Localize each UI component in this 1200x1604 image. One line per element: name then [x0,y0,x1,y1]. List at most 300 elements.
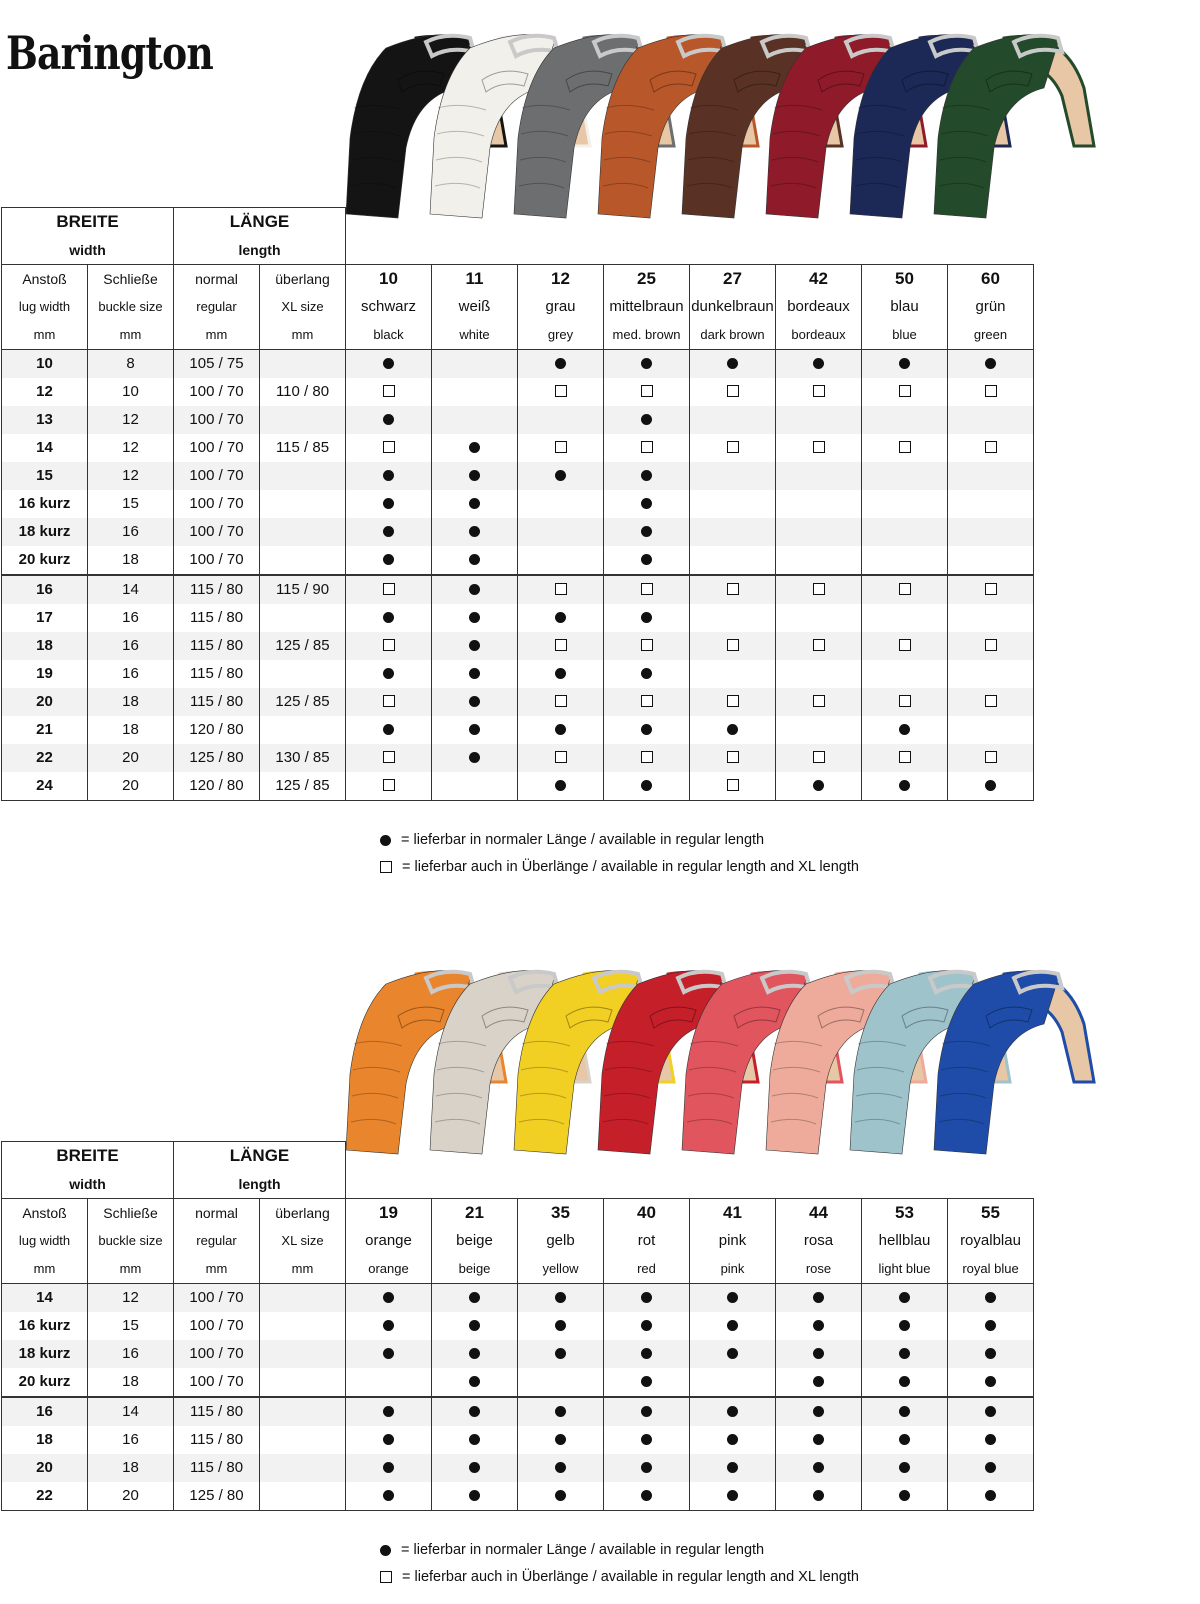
buckle-size-cell: 18 [88,546,174,575]
available-dot-icon [383,724,394,735]
xl-available-square-icon [727,695,739,707]
availability-cell [604,772,690,801]
availability-cell [604,688,690,716]
xl-length-cell [260,462,346,490]
xl-length-cell: 125 / 85 [260,632,346,660]
table-row [2,406,1034,434]
available-dot-icon [641,1320,652,1331]
xl-available-square-icon [555,695,567,707]
regular-length-cell: 100 / 70 [174,1284,260,1313]
availability-cell [518,744,604,772]
table-row [2,378,1034,406]
availability-cell [432,1426,518,1454]
availability-cell [776,434,862,462]
regular-length-cell: 115 / 80 [174,1426,260,1454]
xl-length-cell [260,1397,346,1426]
available-dot-icon [641,414,652,425]
color-name-de: hellblau [862,1227,948,1255]
regular-length-cell: 120 / 80 [174,772,260,801]
availability-cell [862,1482,948,1511]
availability-cell [948,772,1034,801]
color-name-en: beige [432,1255,518,1284]
availability-cell [518,546,604,575]
dot-symbol [380,835,391,846]
lug-width-cell: 16 [2,575,88,604]
buckle-size-cell: 18 [88,688,174,716]
availability-cell [776,490,862,518]
available-dot-icon [469,752,480,763]
xl-length-cell [260,1312,346,1340]
strap-color-lineup-2 [336,954,1136,1166]
regular-length-cell: 115 / 80 [174,660,260,688]
legend-1 [380,827,859,881]
square-symbol [380,1571,392,1583]
availability-cell [604,1340,690,1368]
available-dot-icon [469,584,480,595]
schliesse-label: Schließe [88,265,174,294]
available-dot-icon [727,1320,738,1331]
availability-cell [604,1482,690,1511]
availability-cell [690,688,776,716]
brand-logo: Barington [6,26,213,80]
availability-cell [604,632,690,660]
buckle-size-cell: 16 [88,1426,174,1454]
regular-length-cell: 100 / 70 [174,546,260,575]
availability-cell [862,688,948,716]
xl-length-cell [260,1426,346,1454]
xl-length-cell [260,350,346,379]
availability-cell [776,1340,862,1368]
laenge-header: LÄNGE [174,1142,346,1171]
xl-available-square-icon [727,779,739,791]
available-dot-icon [469,640,480,651]
availability-cell [776,546,862,575]
availability-cell [690,716,776,744]
color-name-en: black [346,321,432,350]
availability-cell [518,1397,604,1426]
lug-width-cell: 18 [2,1426,88,1454]
color-code-21: 21 [432,1199,518,1228]
color-code-53: 53 [862,1199,948,1228]
available-dot-icon [641,554,652,565]
lug-width-cell: 22 [2,1482,88,1511]
available-dot-icon [985,1434,996,1445]
availability-cell [432,1397,518,1426]
available-dot-icon [469,470,480,481]
available-dot-icon [469,612,480,623]
color-name-de: dunkelbraun [690,293,776,321]
color-code-41: 41 [690,1199,776,1228]
availability-cell [862,406,948,434]
available-dot-icon [899,358,910,369]
availability-cell [604,744,690,772]
xl-available-square-icon [641,583,653,595]
available-dot-icon [383,1490,394,1501]
regular-length-cell: 100 / 70 [174,1340,260,1368]
availability-cell [862,1397,948,1426]
availability-cell [776,772,862,801]
anstoss-label: Anstoß [2,1199,88,1228]
color-name-en: pink [690,1255,776,1284]
color-name-de: weiß [432,293,518,321]
xl-available-square-icon [813,441,825,453]
availability-cell [346,490,432,518]
available-dot-icon [813,1320,824,1331]
xl-available-square-icon [727,385,739,397]
lug-width-cell: 22 [2,744,88,772]
availability-cell [346,378,432,406]
table-row [2,575,1034,604]
table-row [2,772,1034,801]
availability-cell [862,744,948,772]
available-dot-icon [813,1376,824,1387]
available-dot-icon [641,668,652,679]
xl-available-square-icon [641,385,653,397]
availability-cell [776,575,862,604]
xl-available-square-icon [555,583,567,595]
available-dot-icon [383,1462,394,1473]
buckle-size-cell: 18 [88,1368,174,1397]
xl-available-square-icon [383,779,395,791]
availability-cell [346,716,432,744]
schliesse-label: Schließe [88,1199,174,1228]
available-dot-icon [727,1434,738,1445]
lug-width-cell: 12 [2,378,88,406]
available-dot-icon [383,470,394,481]
availability-cell [432,406,518,434]
mm-unit-label: mm [2,1255,88,1284]
available-dot-icon [985,780,996,791]
available-dot-icon [469,1376,480,1387]
breite-header: BREITE [2,208,174,237]
availability-cell [690,1426,776,1454]
buckle-size-cell: 12 [88,406,174,434]
xl-available-square-icon [383,639,395,651]
color-name-en: yellow [518,1255,604,1284]
width-header: width [2,236,174,265]
xl-size-label: XL size [260,293,346,321]
mm-unit-label: mm [260,1255,346,1284]
buckle-size-label: buckle size [88,293,174,321]
availability-cell [690,406,776,434]
table-row [2,1426,1034,1454]
availability-cell [518,1426,604,1454]
xl-available-square-icon [899,441,911,453]
availability-cell [690,1482,776,1511]
availability-cell [432,632,518,660]
availability-cell [346,462,432,490]
available-dot-icon [641,724,652,735]
available-dot-icon [899,724,910,735]
availability-cell [690,546,776,575]
xl-size-label: XL size [260,1227,346,1255]
buckle-size-cell: 14 [88,575,174,604]
available-dot-icon [641,470,652,481]
table-row [2,1312,1034,1340]
xl-available-square-icon [813,751,825,763]
buckle-size-cell: 15 [88,1312,174,1340]
lug-width-cell: 13 [2,406,88,434]
lug-width-cell: 18 kurz [2,518,88,546]
availability-cell [604,604,690,632]
availability-cell [862,1312,948,1340]
availability-cell [346,1284,432,1313]
availability-cell [346,632,432,660]
lug-width-label: lug width [2,293,88,321]
availability-cell [690,1340,776,1368]
xl-length-cell [260,660,346,688]
regular-label: regular [174,293,260,321]
legend-dot-text: = lieferbar in normaler Länge / available in regular length [401,832,765,848]
xl-available-square-icon [899,639,911,651]
availability-cell [948,575,1034,604]
available-dot-icon [985,1348,996,1359]
xl-available-square-icon [985,639,997,651]
available-dot-icon [641,498,652,509]
xl-available-square-icon [555,385,567,397]
available-dot-icon [383,1434,394,1445]
availability-cell [948,462,1034,490]
available-dot-icon [469,1292,480,1303]
xl-length-cell [260,1340,346,1368]
xl-available-square-icon [383,751,395,763]
availability-cell [776,604,862,632]
availability-cell [518,772,604,801]
available-dot-icon [899,1348,910,1359]
color-name-en: green [948,321,1034,350]
regular-length-cell: 125 / 80 [174,1482,260,1511]
availability-cell [948,1397,1034,1426]
xl-length-cell [260,604,346,632]
availability-cell [432,1340,518,1368]
availability-cell [776,1284,862,1313]
availability-cell [862,575,948,604]
availability-cell [346,1426,432,1454]
xl-length-cell [260,1284,346,1313]
available-dot-icon [469,1462,480,1473]
buckle-size-cell: 12 [88,1284,174,1313]
availability-cell [948,604,1034,632]
availability-cell [776,688,862,716]
buckle-size-cell: 16 [88,518,174,546]
availability-cell [346,604,432,632]
availability-cell [518,632,604,660]
color-name-de: grün [948,293,1034,321]
regular-length-cell: 115 / 80 [174,575,260,604]
regular-length-cell: 115 / 80 [174,688,260,716]
availability-cell [604,716,690,744]
availability-cell [432,434,518,462]
availability-cell [948,1284,1034,1313]
availability-cell [518,604,604,632]
availability-cell [862,490,948,518]
availability-cell [604,575,690,604]
xl-available-square-icon [641,695,653,707]
xl-available-square-icon [813,385,825,397]
availability-cell [948,1482,1034,1511]
availability-cell [776,716,862,744]
available-dot-icon [727,1348,738,1359]
availability-cell [518,575,604,604]
color-name-en: rose [776,1255,862,1284]
ueberlang-label: überlang [260,265,346,294]
anstoss-label: Anstoß [2,265,88,294]
table-row [2,660,1034,688]
availability-cell [604,1454,690,1482]
color-code-42: 42 [776,265,862,294]
availability-cell [432,1284,518,1313]
availability-cell [346,1368,432,1397]
xl-length-cell: 115 / 90 [260,575,346,604]
availability-cell [690,575,776,604]
buckle-size-cell: 12 [88,434,174,462]
availability-cell [690,604,776,632]
availability-cell [690,350,776,379]
color-code-40: 40 [604,1199,690,1228]
availability-cell [518,378,604,406]
mm-unit-label: mm [174,321,260,350]
availability-cell [432,1482,518,1511]
availability-cell [432,688,518,716]
xl-available-square-icon [899,751,911,763]
available-dot-icon [469,1406,480,1417]
color-name-en: white [432,321,518,350]
color-name-de: schwarz [346,293,432,321]
color-name-en: red [604,1255,690,1284]
color-name-de: beige [432,1227,518,1255]
available-dot-icon [555,470,566,481]
color-name-en: blue [862,321,948,350]
xl-length-cell: 125 / 85 [260,688,346,716]
xl-length-cell [260,1454,346,1482]
available-dot-icon [727,1406,738,1417]
availability-cell [604,660,690,688]
available-dot-icon [555,780,566,791]
table-row [2,744,1034,772]
available-dot-icon [383,1348,394,1359]
available-dot-icon [985,1490,996,1501]
buckle-size-cell: 18 [88,716,174,744]
availability-cell [432,546,518,575]
availability-cell [948,518,1034,546]
availability-cell [346,434,432,462]
lug-width-cell: 14 [2,1284,88,1313]
availability-cell [776,660,862,688]
lug-width-cell: 24 [2,772,88,801]
availability-cell [862,716,948,744]
xl-length-cell [260,546,346,575]
buckle-size-cell: 12 [88,462,174,490]
table-row [2,434,1034,462]
xl-available-square-icon [727,583,739,595]
availability-cell [776,1482,862,1511]
table-row [2,462,1034,490]
mm-unit-label: mm [174,1255,260,1284]
color-code-12: 12 [518,265,604,294]
color-name-en: med. brown [604,321,690,350]
availability-cell [518,406,604,434]
available-dot-icon [383,1406,394,1417]
availability-cell [346,660,432,688]
availability-cell [604,350,690,379]
xl-available-square-icon [555,639,567,651]
color-code-10: 10 [346,265,432,294]
available-dot-icon [899,1462,910,1473]
availability-cell [604,490,690,518]
buckle-size-cell: 20 [88,772,174,801]
table-row [2,716,1034,744]
lug-width-label: lug width [2,1227,88,1255]
availability-cell [690,1368,776,1397]
xl-length-cell: 110 / 80 [260,378,346,406]
availability-cell [518,1482,604,1511]
available-dot-icon [383,414,394,425]
availability-cell [948,546,1034,575]
availability-cell [518,350,604,379]
available-dot-icon [469,1320,480,1331]
availability-cell [346,1397,432,1426]
availability-cell [604,1368,690,1397]
lug-width-cell: 16 [2,1397,88,1426]
availability-cell [432,660,518,688]
available-dot-icon [985,358,996,369]
available-dot-icon [727,1292,738,1303]
legend-2 [380,1537,859,1591]
available-dot-icon [555,1462,566,1473]
breite-header: BREITE [2,1142,174,1171]
regular-length-cell: 100 / 70 [174,378,260,406]
xl-available-square-icon [555,751,567,763]
availability-cell [432,1312,518,1340]
availability-cell [690,632,776,660]
availability-cell [604,546,690,575]
regular-length-cell: 125 / 80 [174,744,260,772]
color-code-27: 27 [690,265,776,294]
color-name-de: rot [604,1227,690,1255]
buckle-size-cell: 15 [88,490,174,518]
regular-length-cell: 100 / 70 [174,462,260,490]
color-name-de: mittelbraun [604,293,690,321]
availability-cell [776,1454,862,1482]
lug-width-cell: 15 [2,462,88,490]
xl-available-square-icon [641,751,653,763]
availability-cell [690,434,776,462]
xl-available-square-icon [383,385,395,397]
available-dot-icon [469,442,480,453]
buckle-size-label: buckle size [88,1227,174,1255]
available-dot-icon [555,612,566,623]
buckle-size-cell: 20 [88,1482,174,1511]
xl-length-cell [260,1368,346,1397]
availability-cell [604,406,690,434]
color-name-de: bordeaux [776,293,862,321]
availability-cell [690,462,776,490]
availability-cell [432,716,518,744]
available-dot-icon [555,668,566,679]
xl-available-square-icon [813,583,825,595]
color-name-en: orange [346,1255,432,1284]
lug-width-cell: 20 kurz [2,546,88,575]
availability-cell [604,1397,690,1426]
buckle-size-cell: 18 [88,1454,174,1482]
availability-cell [518,1284,604,1313]
availability-cell [862,772,948,801]
strap-color-lineup-1 [336,18,1136,230]
color-code-60: 60 [948,265,1034,294]
color-code-35: 35 [518,1199,604,1228]
legend-dot-text: = lieferbar in normaler Länge / available in regular length [401,1542,765,1558]
color-name-de: royalblau [948,1227,1034,1255]
